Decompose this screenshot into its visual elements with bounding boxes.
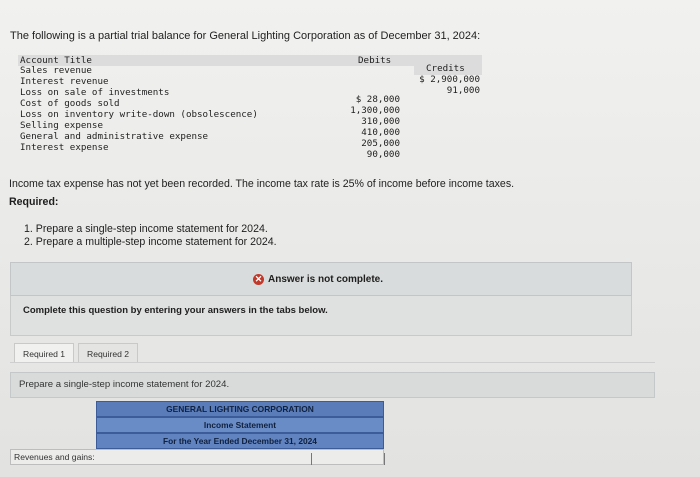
account-title: Loss on sale of investments	[20, 87, 170, 98]
income-statement	[10, 401, 384, 477]
account-title: Loss on inventory write-down (obsolescence)	[20, 109, 258, 120]
answer-status-box	[10, 262, 632, 296]
statement-period: For the Year Ended December 31, 2024	[96, 433, 384, 449]
debit-value: 1,300,000	[350, 105, 400, 116]
tab-required-2[interactable]: Required 2	[78, 343, 138, 363]
account-title: Cost of goods sold	[20, 98, 120, 109]
answer-status	[253, 274, 383, 285]
instructions-box	[10, 296, 632, 336]
table-row	[18, 142, 482, 160]
debits-header: Debits	[358, 55, 392, 66]
statement-company: GENERAL LIGHTING CORPORATION	[96, 401, 384, 417]
table-row	[10, 449, 384, 465]
debit-value: $ 28,000	[355, 94, 400, 105]
account-title: Interest revenue	[20, 76, 109, 87]
total-input-cell[interactable]	[384, 453, 385, 465]
tax-note: Income tax expense has not yet been recorded. The income tax rate is 25% of income before income taxes.	[9, 178, 515, 190]
list-item: 1. Prepare a single-step income statement for 2024.	[24, 223, 268, 235]
statement-title: Income Statement	[96, 417, 384, 433]
debit-value: 90,000	[366, 149, 400, 160]
credit-value: $ 2,900,000	[419, 74, 480, 85]
divider	[10, 362, 655, 363]
intro-text: The following is a partial trial balance for General Lighting Corporation as of December 31, 2024:	[10, 30, 481, 42]
account-title: Selling expense	[20, 120, 103, 131]
tab-required-1[interactable]: Required 1	[14, 343, 74, 363]
instruction-bar	[10, 372, 655, 398]
row-label: Revenues and gains:	[14, 452, 95, 462]
debit-value: 310,000	[361, 116, 400, 127]
amount-input-cell[interactable]	[311, 453, 312, 465]
account-title: General and administrative expense	[20, 131, 209, 142]
tab-bar	[14, 343, 138, 363]
debit-value: 410,000	[361, 127, 400, 138]
instruction-text: Prepare a single-step income statement for 2024.	[19, 379, 230, 390]
required-list	[24, 223, 277, 249]
credit-value: 91,000	[446, 85, 480, 96]
credits-header: Credits	[426, 63, 465, 74]
list-item: 2. Prepare a multiple-step income statement for 2024.	[24, 236, 277, 248]
error-x-icon: ✕	[254, 274, 263, 284]
account-title-header: Account Title	[20, 55, 92, 66]
required-heading: Required:	[9, 196, 59, 208]
trial-balance	[18, 55, 482, 162]
debit-value: 205,000	[361, 138, 400, 149]
answer-status-text: Answer is not complete.	[268, 274, 384, 285]
complete-message: Complete this question by entering your answers in the tabs below.	[23, 305, 328, 316]
account-title: Sales revenue	[20, 65, 92, 76]
account-title: Interest expense	[20, 142, 109, 153]
